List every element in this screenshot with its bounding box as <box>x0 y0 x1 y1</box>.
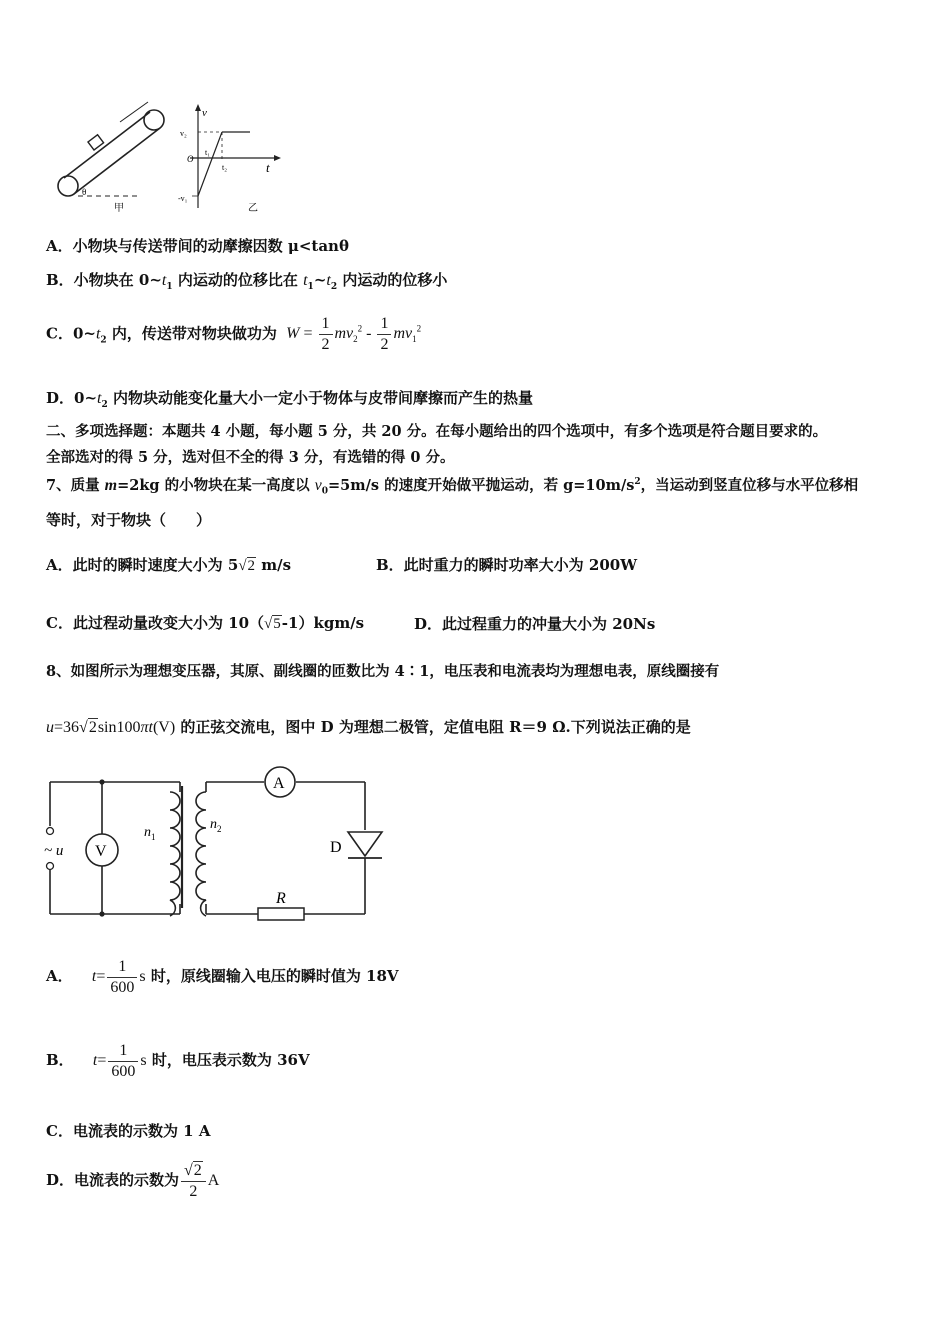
transformer-circuit <box>40 762 400 932</box>
axis-v-label: v <box>202 107 207 119</box>
voltmeter-label: V <box>95 843 107 860</box>
q7-option-a: A．此时的瞬时速度大小为 5√2 m/s <box>46 556 292 574</box>
neg-v1-label: -v₁ <box>178 194 188 203</box>
diode-label: D <box>330 839 342 856</box>
resistor-symbol <box>258 908 304 920</box>
q8-option-b: B． t= $\frac{1}{600}$ s 时，电压表示数为 36V <box>46 1041 310 1080</box>
origin-label: O <box>187 154 194 164</box>
q8-stem-line2: u=36√2sin100πt(V) 的正弦交流电，图中 D 为理想二极管，定值电阻 R＝9 Ω.下列说法正确的是 <box>46 718 691 736</box>
ammeter-label: A <box>273 775 285 792</box>
v2-label: v₂ <box>180 129 187 138</box>
label-yi: 乙 <box>248 203 258 214</box>
q8-option-c: C．电流表的示数为 1 A <box>46 1122 211 1140</box>
theta-label: θ <box>82 187 87 197</box>
section2-line2: 全部选对的得 5 分，选对但不全的得 3 分，有选错的得 0 分。 <box>46 449 455 466</box>
q6-option-c: C．$0\sim t_2$ 内，传送带对物块做功为 W = $\frac{1}{2}$ $mv_2^2$ - $\frac{1}{2}$ $mv_1^2$ <box>46 315 422 354</box>
q7-option-c: C．此过程动量改变大小为 10（√5-1）kgm/s <box>46 614 365 632</box>
q8-option-a: A． t= $\frac{1}{600}$ s 时，原线圈输入电压的瞬时值为 18V <box>46 957 399 996</box>
diode-symbol <box>348 832 382 856</box>
q6-option-d: D．$0\sim t_2$ 内物块动能变化量大小一定小于物体与皮带间摩擦而产生的热量 <box>46 389 533 410</box>
q7-stem-line1: 7、质量 m=2kg 的小物块在某一高度以 $v_0=5m/s$ 的速度开始做平抛运动，若 $g=10m/s^2$，当运动到竖直位移与水平位移相 <box>46 476 859 497</box>
q7-stem-line2: 等时，对于物块（ ） <box>46 511 212 529</box>
q6-option-a: A．小物块与传送带间的动摩擦因数 μ<tanθ <box>46 237 349 255</box>
work-formula: W = $\frac{1}{2}$ $mv_2^2$ - $\frac{1}{2}$ $mv_1^2$ <box>286 315 422 354</box>
source-label: ~ u <box>44 843 64 859</box>
q7-option-d: D．此过程重力的冲量大小为 20Ns <box>414 615 656 633</box>
n1-label: $n_1$ <box>144 825 156 842</box>
section2-line1: 二、多项选择题：本题共 4 小题，每小题 5 分，共 20 分。在每小题给出的四个选项中，有多个选项是符合题目要求的。 <box>46 423 828 440</box>
q7-option-b: B．此时重力的瞬时功率大小为 200W <box>376 556 638 574</box>
q8-option-d: D．电流表的示数为 $\frac{√2}{2}$ A <box>46 1161 220 1200</box>
axis-t-label: t <box>266 160 270 175</box>
conveyor-belt-figure <box>50 100 290 218</box>
label-jia: 甲 <box>114 203 124 214</box>
n2-label: $n_2$ <box>210 817 222 834</box>
resistor-label: R <box>276 890 286 907</box>
t2-label: t₂ <box>222 163 228 172</box>
q6-option-b: B．小物块在 $0\sim t_1$ 内运动的位移比在 $t_1\sim t_2$ 内运动的位移小 <box>46 271 448 292</box>
t1-label: t₁ <box>205 148 211 157</box>
q8-stem-line1: 8、如图所示为理想变压器，其原、副线圈的匝数比为 4∶1，电压表和电流表均为理想电表，原线圈接有 <box>46 663 720 680</box>
